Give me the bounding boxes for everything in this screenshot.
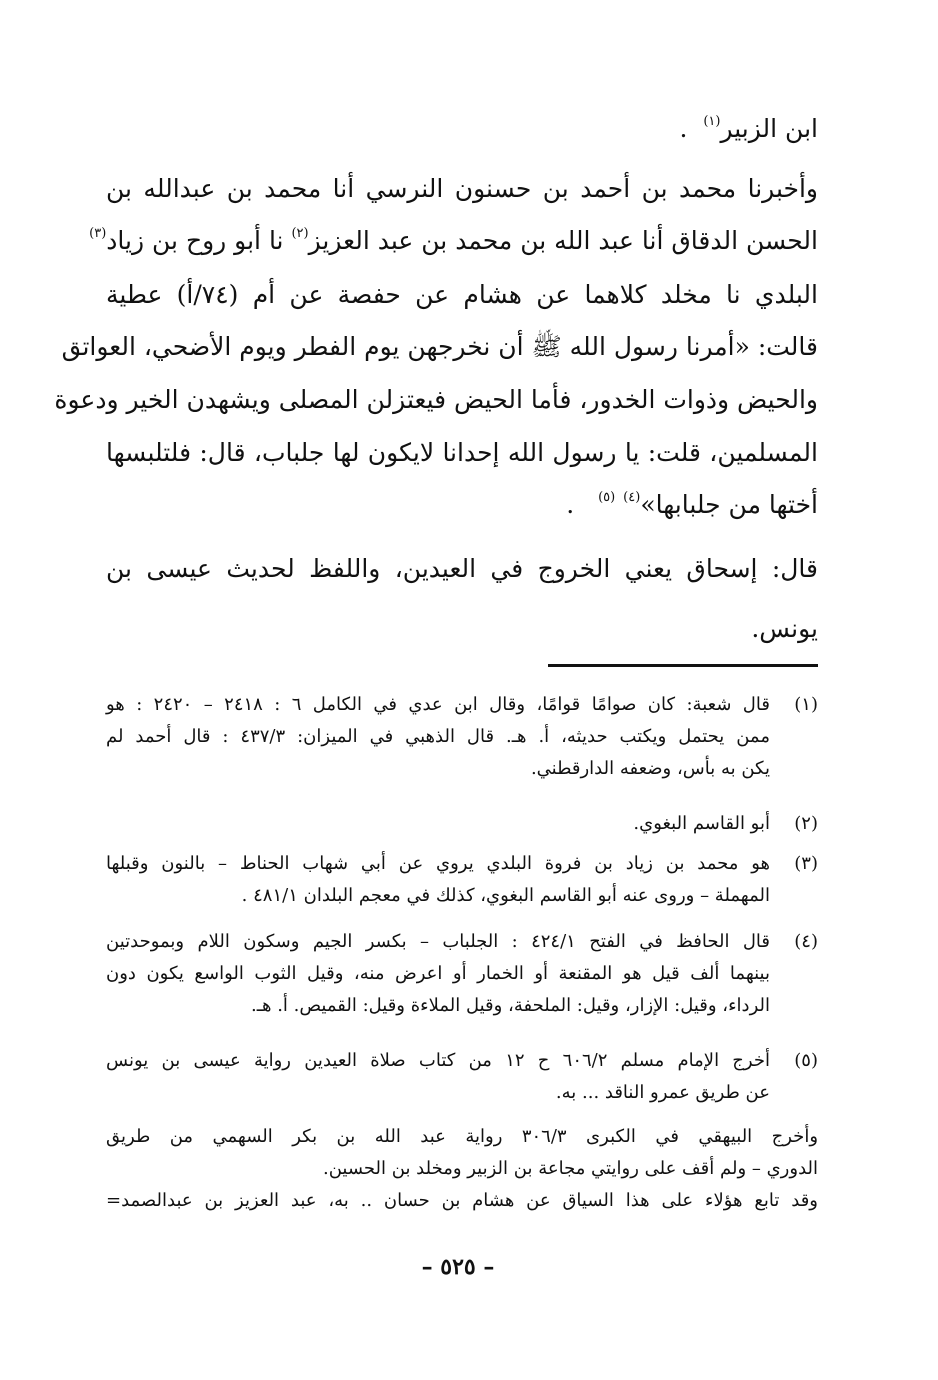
footnote-line: وقد تابع هؤلاء على هذا السياق عن هشام بن حسان .. به، عبد العزيز بن عبدالصمد=: [106, 1190, 818, 1211]
footnote-line: أبو القاسم البغوي.: [633, 813, 770, 834]
text-line: أختها من جلبابها»$^{(٤)}$ $^{(٥)}$ .: [566, 490, 818, 519]
text-line: قالت: «أمرنا رسول الله ﷺ أن نخرجهن يوم الفطر ويوم الأضحي، العواتق: [61, 332, 818, 361]
text-line: ابن الزبير$^{(١)}$ .: [679, 114, 818, 143]
footnote-number: (٤): [794, 931, 818, 952]
footnote-ref: (١): [703, 114, 721, 129]
footnote-number: (٣): [794, 853, 818, 874]
text-line: قال: إسحاق يعني الخروج في العيدين، واللفظ لحديث عيسى بن: [106, 554, 818, 583]
text-line: المسلمين، قلت: يا رسول الله إحدانا لايكون لها جلباب، قال: فلتلبسها: [106, 438, 818, 467]
footnote-line: قال الحافظ في الفتح ٤٢٤/١ : الجلباب – بكسر الجيم وسكون اللام وبموحدتين: [106, 931, 770, 952]
text-line: البلدي نا مخلد كلاهما عن هشام عن حفصة عن أم (٧٤/أ) عطية: [106, 280, 818, 309]
footnote-number: (٥): [794, 1050, 818, 1071]
footnote-line: هو محمد بن زياد بن فروة البلدي يروي عن أبي شهاب الحناط – بالنون وقبلها: [106, 853, 770, 874]
footnote-line: أخرج الإمام مسلم ٦٠٦/٢ ح ١٢ من كتاب صلاة العيدين رواية عيسى بن يونس: [106, 1050, 770, 1071]
footnote-line: ممن يحتمل ويكتب حديثه، أ. هـ. قال الذهبي في الميزان: ٤٣٧/٣ : قال أحمد لم: [106, 726, 770, 747]
footnote-ref: (٤): [623, 490, 641, 505]
footnote-ref: (٢): [291, 226, 309, 241]
footnote-line: عن طريق عمرو الناقد ... به.: [555, 1082, 770, 1103]
footnote-number: (٢): [794, 813, 818, 834]
footnote-line: يكن به بأس، وضعفه الدارقطني.: [530, 758, 770, 779]
footnote-line: وأخرج البيهقي في الكبرى ٣٠٦/٣ رواية عبد الله بن بكر السهمي من طريق: [106, 1126, 819, 1147]
text-line: وأخبرنا محمد بن أحمد بن حسنون النرسي أنا محمد بن عبدالله بن: [106, 174, 818, 203]
footnote-separator: [548, 664, 818, 667]
footnote-ref: (٥): [598, 490, 616, 505]
text-line: الحسن الدقاق أنا عبد الله بن محمد بن عبد العزيز$^{(٢)}$ نا أبو روح بن زياد$^{(٣)}$: [89, 226, 818, 255]
footnote-line: بينهما ألف قيل هو المقنعة أو الخمار أو اعرض منه، وقيل الثوب الواسع يكون دون: [106, 963, 770, 984]
text-line: يونس.: [751, 614, 818, 643]
footnote-number: (١): [794, 694, 818, 715]
footnote-ref: (٣): [89, 226, 107, 241]
footnote-line: المهملة – وروى عنه أبو القاسم البغوي، كذلك في معجم البلدان ٤٨١/١ .: [241, 885, 770, 906]
footnote-line: قال شعبة: كان صوامًا قوامًا، وقال ابن عدي في الكامل ٦ : ٢٤١٨ – ٢٤٢٠ : هو: [106, 694, 770, 715]
page-number: – ٥٢٥ –: [421, 1254, 495, 1280]
text-line: والحيض وذوات الخدور، فأما الحيض فيعتزلن المصلى ويشهدن الخير ودعوة: [54, 385, 818, 414]
footnote-line: الدوري – ولم أقف على روايتي مجاعة بن الزبير ومخلد بن الحسين.: [323, 1158, 818, 1179]
footnote-line: الرداء، وقيل: الإزار، وقيل: الملحفة، وقيل الملاءة وقيل: القميص. أ. هـ.: [251, 995, 770, 1016]
